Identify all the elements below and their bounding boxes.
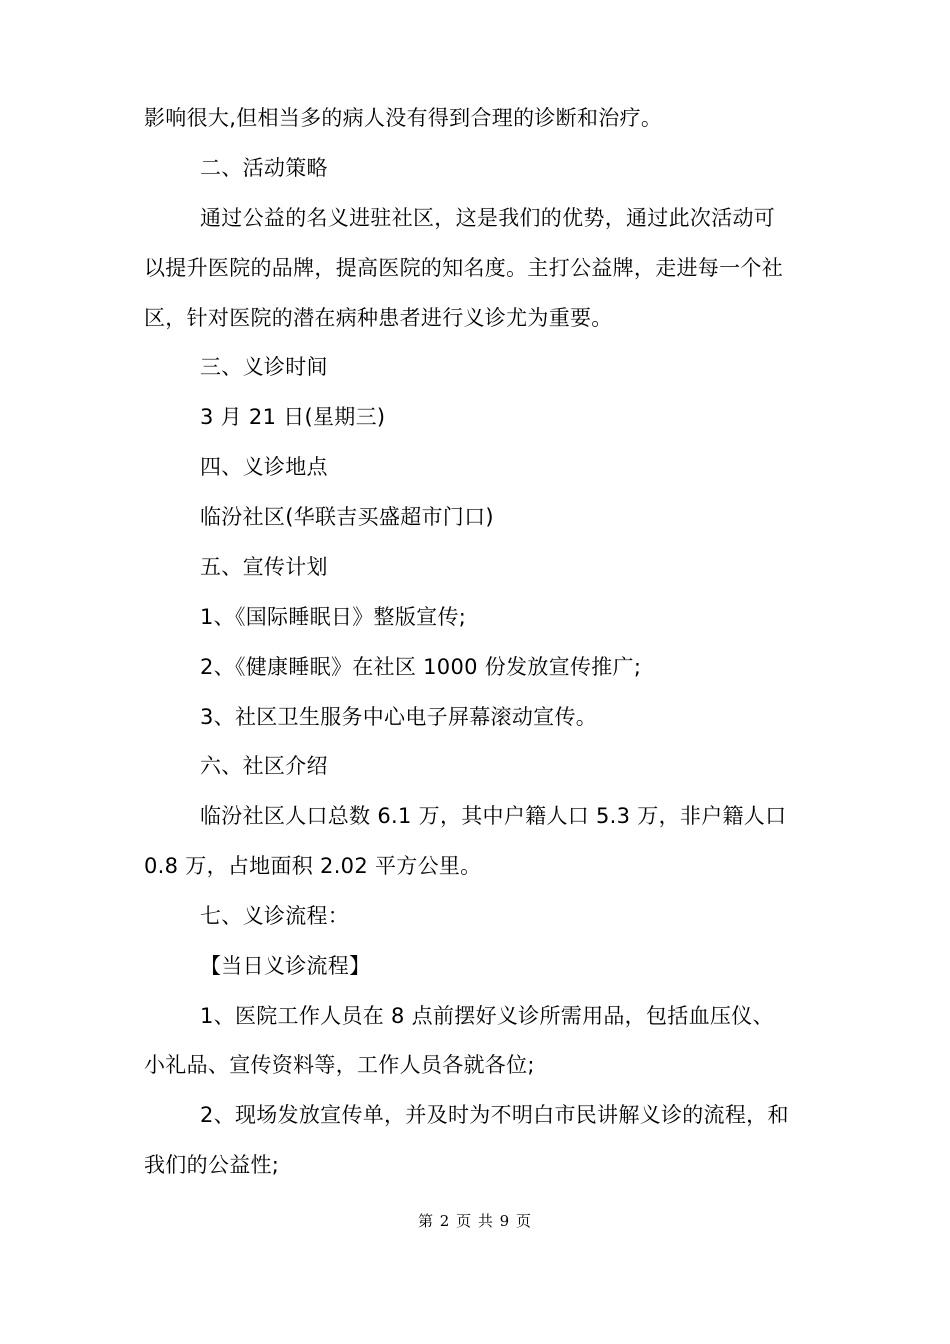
paragraph-line: 小礼品、宣传资料等，工作人员各就各位;: [144, 1053, 535, 1077]
section-heading-process: 七、义诊流程：: [200, 904, 350, 928]
paragraph-line: 通过公益的名义进驻社区，这是我们的优势，通过此次活动可: [200, 206, 776, 230]
paragraph-line: 以提升医院的品牌，提高医院的知名度。主打公益牌，走进每一个社: [144, 256, 783, 280]
list-item: 2、《健康睡眠》在社区 1000 份发放宣传推广;: [200, 655, 642, 679]
subheading-daily-process: 【当日义诊流程】: [200, 954, 371, 978]
list-item: 1、医院工作人员在 8 点前摆好义诊所需用品，包括血压仪、: [200, 1004, 774, 1028]
paragraph-line: 临汾社区人口总数 6.1 万，其中户籍人口 5.3 万，非户籍人口: [200, 804, 787, 828]
paragraph-line: 3 月 21 日(星期三): [200, 405, 386, 429]
paragraph-line: 临汾社区(华联吉买盛超市门口): [200, 505, 494, 529]
section-heading-time: 三、义诊时间: [200, 355, 328, 379]
page-number-footer: 第 2 页 共 9 页: [418, 1212, 532, 1230]
paragraph-line: 我们的公益性;: [144, 1153, 280, 1177]
list-item: 1、《国际睡眠日》整版宣传;: [200, 605, 467, 629]
paragraph-line: 影响很大,但相当多的病人没有得到合理的诊断和治疗。: [144, 106, 663, 130]
list-item: 2、现场发放宣传单，并及时为不明白市民讲解义诊的流程，和: [200, 1103, 789, 1127]
section-heading-strategy: 二、活动策略: [200, 156, 328, 180]
paragraph-line: 0.8 万，占地面积 2.02 平方公里。: [144, 854, 482, 878]
section-heading-location: 四、义诊地点: [200, 455, 328, 479]
section-heading-promotion: 五、宣传计划: [200, 555, 328, 579]
paragraph-line: 区，针对医院的潜在病种患者进行义诊尤为重要。: [144, 306, 613, 330]
section-heading-community: 六、社区介绍: [200, 754, 328, 778]
list-item: 3、社区卫生服务中心电子屏幕滚动宣传。: [200, 705, 598, 729]
